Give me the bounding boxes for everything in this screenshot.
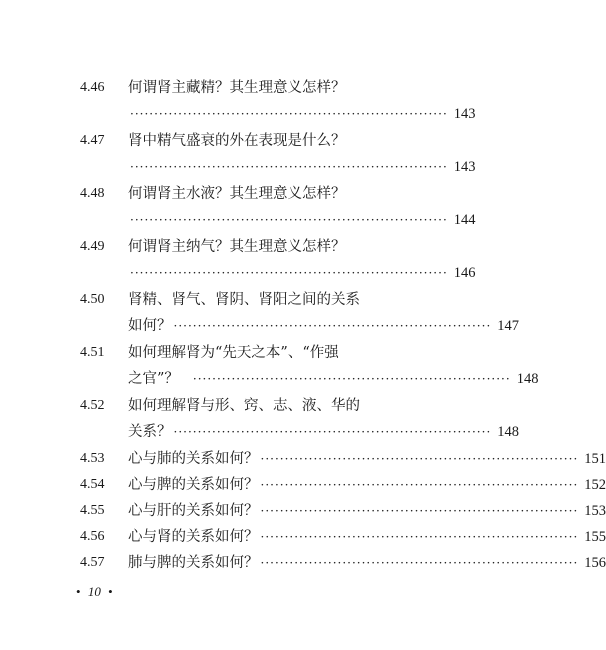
dot-leader: ·································································· (260, 478, 579, 492)
entry-page-number: 144 (453, 212, 476, 228)
entry-page-number: 151 (584, 451, 606, 467)
entry-page-number: 143 (453, 106, 476, 122)
entry-page-number: 153 (584, 503, 606, 519)
entry-page-number: 148 (516, 371, 539, 387)
dot-leader: ·································································· (130, 266, 448, 280)
entry-title-continued: 如何？ (128, 318, 172, 334)
dot-leader: ·································································· (260, 452, 579, 466)
dot-leader: ·································································· (130, 160, 448, 174)
entry-title: 肾中精气盛衰的外在表现是什么？ (128, 133, 346, 149)
entry-title: 何谓肾主水液？其生理意义怎样？ (128, 186, 346, 202)
entry-leader-line (128, 369, 539, 389)
dot-leader: ·································································· (130, 213, 448, 227)
entry-number: 4.56 (80, 529, 105, 544)
entry-page-number: 155 (584, 529, 606, 545)
entry-leader-line (128, 449, 606, 469)
entry-number: 4.46 (80, 80, 105, 95)
entry-number: 4.57 (80, 555, 105, 570)
entry-title: 心与肾的关系如何？ (128, 529, 259, 545)
entry-leader-line (128, 422, 520, 442)
entry-page-number: 152 (584, 477, 606, 493)
entry-number: 4.53 (80, 451, 105, 466)
dot-leader: ·································································· (130, 107, 448, 121)
entry-title: 如何理解肾为“先天之本”、“作强 (128, 345, 339, 361)
entry-title: 心与肺的关系如何？ (128, 451, 259, 467)
footer-bullet-right: • (108, 584, 113, 599)
dot-leader: ·································································· (260, 556, 579, 570)
entry-leader-line (128, 553, 606, 573)
entry-title: 肾精、肾气、肾阴、肾阳之间的关系 (128, 292, 360, 308)
entry-title: 心与脾的关系如何？ (128, 477, 259, 493)
entry-number: 4.54 (80, 477, 105, 492)
entry-leader-line (128, 501, 606, 521)
entry-leader-line (128, 475, 606, 495)
entry-number: 4.52 (80, 398, 105, 413)
entry-leader-line (128, 316, 520, 336)
entry-title: 何谓肾主藏精？其生理意义怎样？ (128, 80, 346, 96)
dot-leader: ·································································· (260, 530, 579, 544)
footer-bullet-left: • (76, 584, 81, 599)
entry-page-number: 156 (584, 555, 606, 571)
entry-number: 4.47 (80, 133, 105, 148)
entry-leader-line (128, 104, 476, 124)
dot-leader: ·································································· (173, 319, 492, 333)
page-footer (72, 583, 117, 601)
dot-leader: ·································································· (173, 425, 492, 439)
entry-number: 4.48 (80, 186, 105, 201)
entry-leader-line (128, 263, 476, 283)
entry-title: 如何理解肾与形、窍、志、液、华的 (128, 398, 360, 414)
entry-title-continued: 关系？ (128, 424, 172, 440)
entry-title-continued: 之官”？ (128, 371, 179, 387)
entry-title: 心与肝的关系如何？ (128, 503, 259, 519)
entry-title: 何谓肾主纳气？其生理意义怎样？ (128, 239, 346, 255)
entry-page-number: 143 (453, 159, 476, 175)
dot-leader: ·································································· (192, 372, 511, 386)
entry-number: 4.51 (80, 345, 105, 360)
entry-number: 4.50 (80, 292, 105, 307)
entry-page-number: 146 (453, 265, 476, 281)
entry-leader-line (128, 210, 476, 230)
entry-number: 4.55 (80, 503, 105, 518)
entry-number: 4.49 (80, 239, 105, 254)
entry-title: 肺与脾的关系如何？ (128, 555, 259, 571)
entry-page-number: 147 (497, 318, 520, 334)
entry-leader-line (128, 527, 606, 547)
entry-page-number: 148 (497, 424, 520, 440)
footer-page-number: 10 (87, 584, 101, 599)
dot-leader: ·································································· (260, 504, 579, 518)
entry-leader-line (128, 157, 476, 177)
